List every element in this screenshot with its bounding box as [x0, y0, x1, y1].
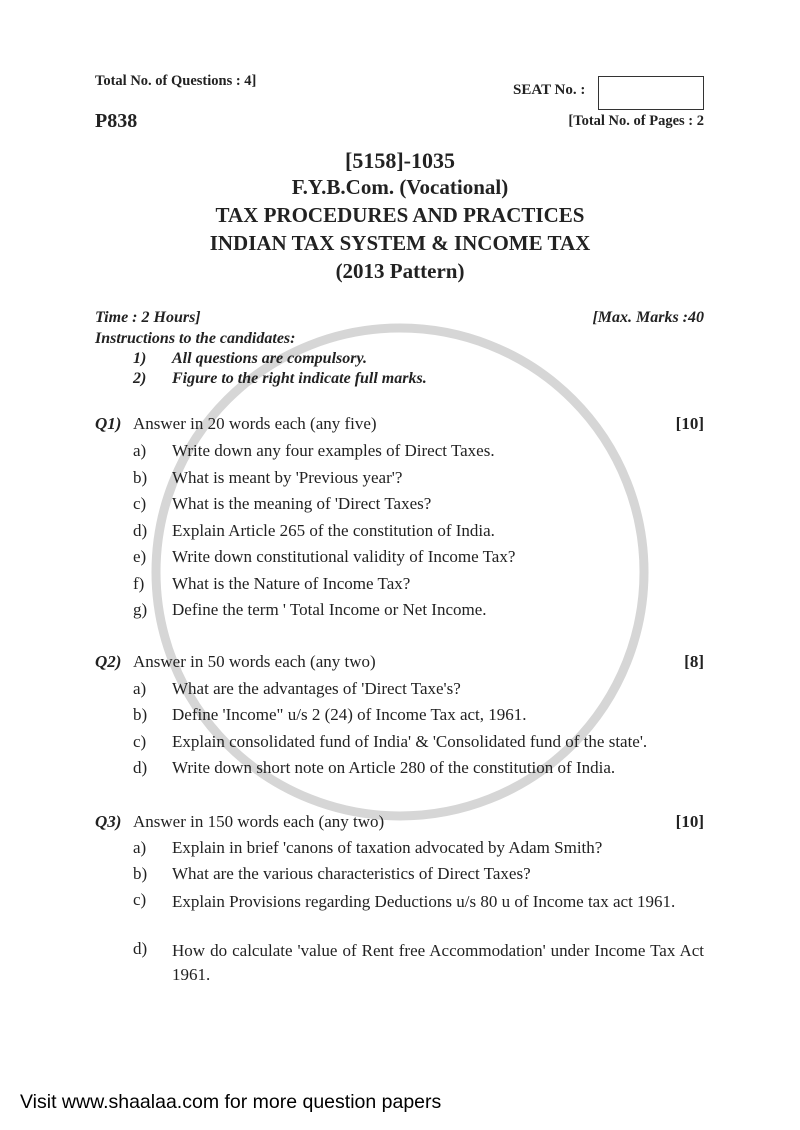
exam-code: [5158]-1035	[345, 148, 455, 173]
item-text: What are the various characteristics of Direct Taxes?	[172, 864, 531, 883]
item-text: Explain Provisions regarding Deductions u/s 80 u of Income tax act 1961.	[172, 892, 676, 911]
item-text: What are the advantages of 'Direct Taxe's?	[172, 679, 461, 698]
item-text: Explain in brief 'canons of taxation advocated by Adam Smith?	[172, 838, 603, 857]
item-letter: c)	[133, 494, 147, 513]
item-text: Explain Article 265 of the constitution of India.	[172, 521, 495, 540]
item-text: Define 'Income" u/s 2 (24) of Income Tax act, 1961.	[172, 705, 527, 724]
seat-number-box	[598, 76, 704, 110]
question-text: Answer in 150 words each (any two)	[133, 812, 385, 831]
item-letter: e)	[133, 547, 147, 566]
instruction-text: Figure to the right indicate full marks.	[172, 370, 427, 387]
item-letter: c)	[133, 890, 147, 909]
item-letter: a)	[133, 838, 147, 857]
instruction-text: All questions are compulsory.	[172, 350, 367, 367]
item-text: Define the term ' Total Income or Net Income.	[172, 600, 487, 619]
question-text: Answer in 50 words each (any two)	[133, 652, 376, 671]
question-text: Answer in 20 words each (any five)	[133, 414, 377, 433]
question-label: Q2)	[95, 652, 122, 671]
item-letter: a)	[133, 679, 147, 698]
item-text: Write down any four examples of Direct Taxes.	[172, 441, 495, 460]
item-letter: d)	[133, 939, 148, 958]
subject-title: TAX PROCEDURES AND PRACTICES	[215, 203, 585, 227]
item-letter: d)	[133, 758, 148, 777]
item-letter: c)	[133, 732, 147, 751]
item-text: What is the Nature of Income Tax?	[172, 574, 411, 593]
question-marks: [8]	[684, 652, 704, 671]
item-text: How do calculate 'value of Rent free Accommodation' under Income Tax Act 1961.	[172, 941, 704, 984]
total-questions: Total No. of Questions : 4]	[95, 73, 257, 89]
question-marks: [10]	[675, 812, 704, 831]
item-letter: b)	[133, 468, 148, 487]
footer-link-text: Visit www.shaalaa.com for more question papers	[20, 1091, 442, 1113]
item-text: What is meant by 'Previous year'?	[172, 468, 403, 487]
seat-label: SEAT No. :	[513, 82, 586, 98]
item-letter: b)	[133, 705, 148, 724]
paper-code: P838	[95, 110, 138, 132]
item-letter: d)	[133, 521, 148, 540]
pattern: (2013 Pattern)	[335, 259, 465, 283]
item-text: What is the meaning of 'Direct Taxes?	[172, 494, 432, 513]
max-marks: [Max. Marks :40	[592, 309, 704, 326]
instructions-heading: Instructions to the candidates:	[95, 330, 296, 347]
question-label: Q1)	[95, 414, 122, 433]
course-title: F.Y.B.Com. (Vocational)	[291, 175, 509, 199]
instruction-num: 1)	[133, 350, 147, 367]
item-text: Explain consolidated fund of India' & 'Consolidated fund of the state'.	[172, 732, 648, 751]
item-text: Write down constitutional validity of Income Tax?	[172, 547, 516, 566]
total-pages: [Total No. of Pages : 2	[568, 113, 704, 129]
question-marks: [10]	[675, 414, 704, 433]
time: Time : 2 Hours]	[95, 309, 201, 326]
item-letter: a)	[133, 441, 147, 460]
item-letter: g)	[133, 600, 148, 619]
item-letter: f)	[133, 574, 145, 593]
question-label: Q3)	[95, 812, 122, 831]
item-letter: b)	[133, 864, 148, 883]
paper-title: INDIAN TAX SYSTEM & INCOME TAX	[209, 231, 591, 255]
instruction-num: 2)	[133, 370, 147, 387]
item-text: Write down short note on Article 280 of the constitution of India.	[172, 758, 616, 777]
